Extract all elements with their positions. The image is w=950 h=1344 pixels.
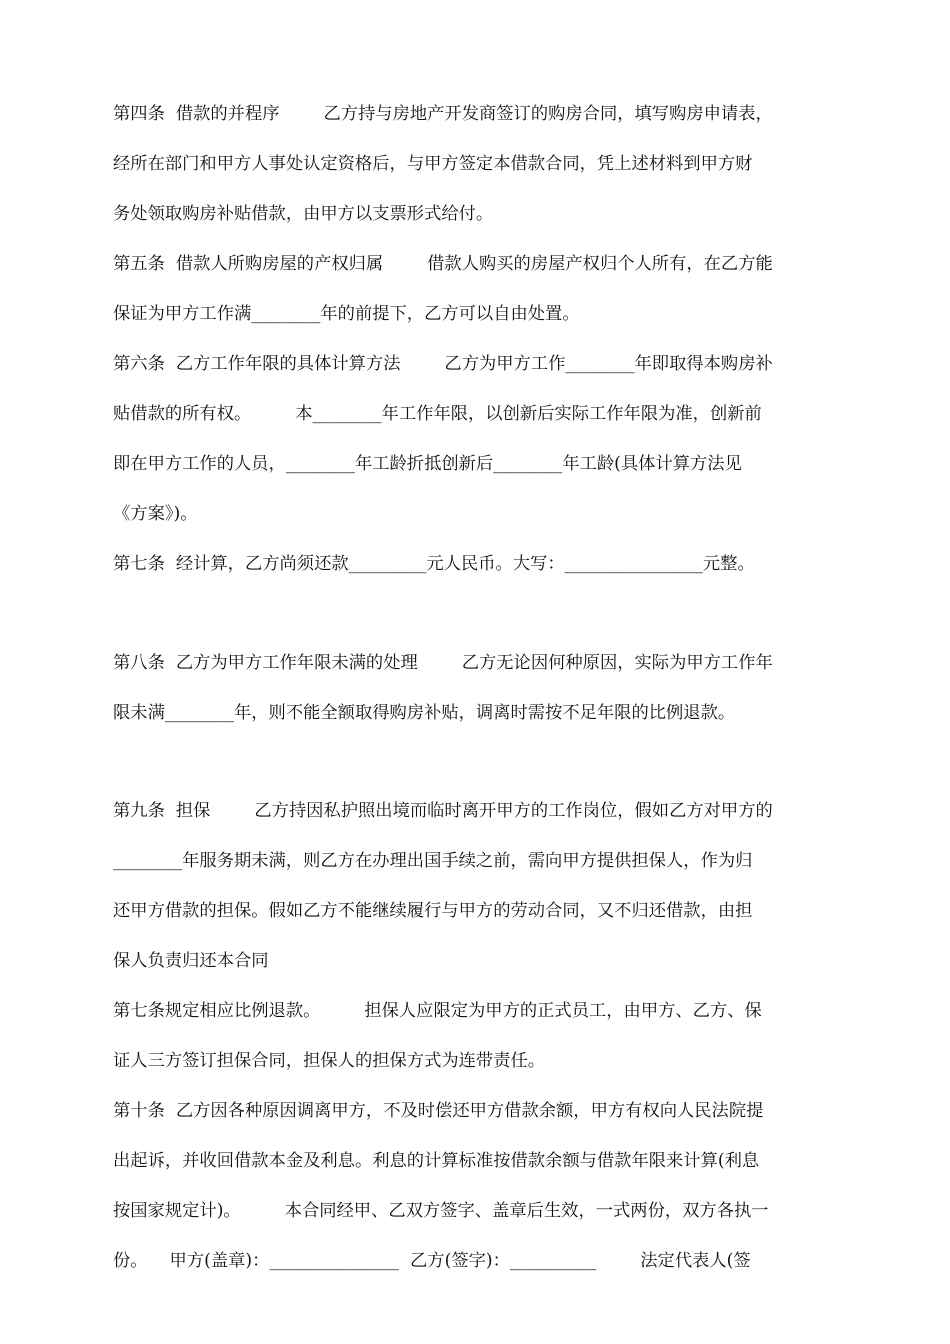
article-4-line-2: 经所在部门和甲方人事处认定资格后，与甲方签定本借款合同，凭上述材料到甲方财: [113, 154, 753, 174]
article-5-line-1: 第五条 借款人所购房屋的产权归属 借款人购买的房屋产权归个人所有，在乙方能: [113, 254, 773, 274]
signature-line: 份。 甲方(盖章)：_______________ 乙方(签字)：__________ 法定代表人(签: [113, 1251, 751, 1271]
article-9-line-6: 证人三方签订担保合同，担保人的担保方式为连带责任。: [113, 1051, 546, 1071]
article-9-line-4: 保人负责归还本合同: [113, 951, 269, 971]
article-9-line-1: 第九条 担保 乙方持因私护照出境而临时离开甲方的工作岗位，假如乙方对甲方的: [113, 801, 773, 821]
article-4-line-3: 务处领取购房补贴借款，由甲方以支票形式给付。: [113, 204, 494, 224]
article-6-line-4: 《方案》)。: [113, 504, 198, 524]
article-6-line-3: 即在甲方工作的人员，________年工龄折抵创新后________年工龄(具体计算方法见: [113, 454, 742, 474]
article-10-line-2: 出起诉，并收回借款本金及利息。利息的计算标准按借款余额与借款年限来计算(利息: [113, 1151, 760, 1171]
article-8-line-1: 第八条 乙方为甲方工作年限未满的处理 乙方无论因何种原因，实际为甲方工作年: [113, 653, 773, 673]
article-6-line-2: 贴借款的所有权。 本________年工作年限，以创新后实际工作年限为准，创新前: [113, 404, 762, 424]
article-9-line-3: 还甲方借款的担保。假如乙方不能继续履行与甲方的劳动合同，又不归还借款，由担: [113, 901, 753, 921]
article-9-line-2: ________年服务期未满，则乙方在办理出国手续之前，需向甲方提供担保人，作为归: [113, 851, 753, 871]
article-10-line-3: 按国家规定计)。 本合同经甲、乙双方签字、盖章后生效，一式两份，双方各执一: [113, 1201, 769, 1221]
article-4-line-1: 第四条 借款的并程序 乙方持与房地产开发商签订的购房合同，填写购房申请表，: [113, 104, 773, 124]
article-7-line-1: 第七条 经计算，乙方尚须还款_________元人民币。大写：________________元整。: [113, 554, 755, 574]
article-8-line-2: 限未满________年，则不能全额取得购房补贴，调离时需按不足年限的比例退款。: [113, 703, 736, 723]
article-5-line-2: 保证为甲方工作满________年的前提下，乙方可以自由处置。: [113, 304, 580, 324]
article-6-line-1: 第六条 乙方工作年限的具体计算方法 乙方为甲方工作________年即取得本购房补: [113, 354, 773, 374]
article-10-line-1: 第十条 乙方因各种原因调离甲方，不及时偿还甲方借款余额，甲方有权向人民法院提: [113, 1101, 764, 1121]
article-9-line-5: 第七条规定相应比例退款。 担保人应限定为甲方的正式员工，由甲方、乙方、保: [113, 1001, 762, 1021]
